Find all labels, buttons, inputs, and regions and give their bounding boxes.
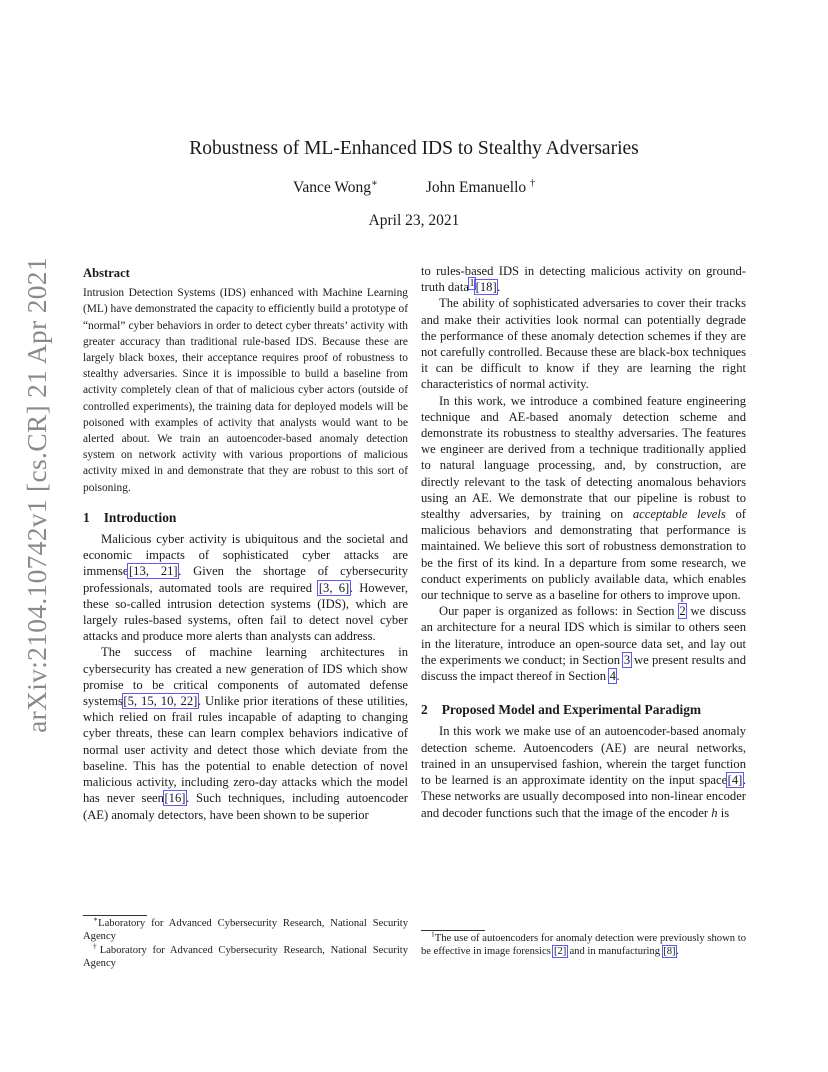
text-run: Our paper is organized as follows: in Section xyxy=(439,604,679,619)
intro-paragraph-2 xyxy=(83,644,408,822)
footnote-mark: 1 xyxy=(431,929,435,939)
footnote-text: and in manufacturing xyxy=(566,946,663,957)
text-run: In this work, we introduce a combined feature engineering technique and AE-based anomaly detection scheme and demonstrate its robustness to stealthy adversaries. The features we engineer are derived from a technique traditionally applied to natural language processing, and, by construction, are directly relevant to the task of detecting anomalous behaviors using an AE. We demonstrate that our pipeline is robust to stealthy adversaries, by training on xyxy=(421,393,746,522)
arxiv-identifier xyxy=(14,257,60,733)
text-run: of malicious behaviors and demonstrating that performance is maintained. We believe this sort of robustness demonstration to be the first of its kind. In a departure from some research, we conduct experiments on publicly available data, which enables our technique to serve as a baseline for others to improve upon. xyxy=(421,507,746,603)
intro-paragraph-1 xyxy=(83,531,408,644)
citation-link[interactable]: [13, 21] xyxy=(128,564,178,579)
math-symbol: h xyxy=(711,805,718,820)
citation-link[interactable]: [4] xyxy=(727,773,743,788)
author-2-mark[interactable]: † xyxy=(530,177,536,189)
left-column xyxy=(83,263,408,823)
right-column xyxy=(421,263,746,821)
text-run: is xyxy=(717,805,730,820)
text-run: In this work we make use of an autoencoder-based anomaly detection scheme. Autoencoders (AE) are neural networks, trained in an unsupervised fashion, wherein the target function to be learned is an approximate identity on the input space xyxy=(421,724,746,788)
intro-paragraph-5 xyxy=(421,603,746,684)
author-line xyxy=(0,179,828,197)
citation-link[interactable]: [18] xyxy=(475,280,497,295)
author-2-name: John Emanuello xyxy=(425,179,527,196)
footnotes-left xyxy=(83,914,409,971)
footnote-text: Laboratory for Advanced Cybersecurity Research, National Security Agency xyxy=(83,945,409,969)
arxiv-identifier-text: arXiv:2104.10742v1 [cs.CR] 21 Apr 2021 xyxy=(21,257,52,733)
footnote-author-1 xyxy=(83,914,408,943)
citation-link[interactable]: [2] xyxy=(553,946,567,957)
text-run: to rules-based IDS in detecting malicious activity on ground-truth data xyxy=(421,264,746,295)
intro-paragraph-3: The ability of sophisticated adversaries to cover their tracks and make their activities look normal can potentially degrade the performance of these anomaly detection schemes if they are not carefully controlled. Because these are black-box techniques it can be difficult to know if they are learning the right characteristics of normal activity. xyxy=(421,296,746,392)
section-link[interactable]: 4 xyxy=(609,669,616,684)
paper-title: Robustness of ML-Enhanced IDS to Stealthy Adversaries xyxy=(189,138,639,159)
author-1-mark[interactable]: ∗ xyxy=(371,177,378,189)
footnote-text: . xyxy=(676,946,679,957)
footnote-text: Laboratory for Advanced Cybersecurity Research, National Security Agency xyxy=(83,918,408,942)
footnote-mark: † xyxy=(93,941,100,951)
footnotes-right xyxy=(421,929,746,959)
text-run: . Given the shortage of cybersecurity professionals, automated tools are required xyxy=(83,564,408,595)
author-2 xyxy=(426,179,535,196)
citation-link[interactable]: [5, 15, 10, 22] xyxy=(123,694,198,709)
section-1-heading xyxy=(83,510,408,526)
text-run: . Unlike prior iterations of these utilities, which relied on frail rules incapable of adapting to changing cyber threats, these can learn complex behaviors indicative of normal user activity and detect those which deviate from the baseline. This has the potential to enable detection of novel malicious activity, including zero-day attacks which the model has never seen xyxy=(83,694,408,806)
section-2-heading xyxy=(421,702,746,718)
author-1-name: Vance Wong xyxy=(292,179,372,196)
citation-link[interactable]: [8] xyxy=(663,946,676,957)
footnote-text: The use of autoencoders for anomaly detection were previously shown to be effective in image forensics xyxy=(421,933,746,957)
abstract-heading: Abstract xyxy=(83,266,130,280)
text-run: The success of machine learning architectures in cybersecurity has created a new generation of IDS which show promise to be critical components of automated defense systems xyxy=(83,645,408,709)
author-1 xyxy=(293,179,378,196)
section-1-title: Introduction xyxy=(103,509,177,525)
text-run: we discuss an architecture for a neural IDS which is similar to others seen in the literature, introduce an open-source data set, and lay out the experiments we conduct; in Section xyxy=(421,604,746,667)
text-run: . Such techniques, including autoencoder (AE) anomaly detectors, have been shown to be superior xyxy=(83,791,408,822)
text-run: . xyxy=(616,669,620,684)
section-2-title: Proposed Model and Experimental Paradigm xyxy=(441,702,702,718)
intro-paragraph-2-continued xyxy=(421,263,746,295)
footnote-1 xyxy=(421,929,746,958)
text-run: . These networks are usually decomposed into non-linear encoder and decoder functions such that the image of the encoder xyxy=(421,773,746,820)
paper-date: April 23, 2021 xyxy=(368,212,460,229)
citation-link[interactable]: [3, 6] xyxy=(318,580,350,595)
section-2-paragraph-1 xyxy=(421,723,746,820)
intro-paragraph-4 xyxy=(421,393,746,604)
text-run: Malicious cyber activity is ubiquitous and the societal and economic impacts of sophisticated cyber attacks are immense xyxy=(83,532,408,579)
section-2-number: 2 xyxy=(421,702,428,718)
abstract-body: Intrusion Detection Systems (IDS) enhanced with Machine Learning (ML) have demonstrated the capacity to efficiently build a prototype of “normal” cyber behaviors in order to detect cyber threats’ activity with greater accuracy than traditional rule-based IDS. Because these are largely black boxes, their acceptance requires proof of robustness to stealthy adversaries. Since it is impossible to build a baseline from activity completely clean of that of malicious cyber actors (outside of controlled experiments), the training data for deployed models will be poisoned with examples of activity that analysts would want to be alerted about. We train an autoencoder-based anomaly detection system on network activity with various proportions of malicious activity mixed in and demonstrate that they are robust to this sort of poisoning. xyxy=(83,287,408,494)
emphasis: acceptable levels xyxy=(632,507,726,522)
text-run: . However, these so-called intrusion detection systems (IDS), which are largely rules-based systems, often fail to detect novel cyber attacks and produce more alerts than analysts can address. xyxy=(83,580,408,644)
footnote-link[interactable]: 1 xyxy=(469,278,475,290)
text-run: we present results and discuss the impact thereof in Section xyxy=(421,652,746,684)
footnote-author-2 xyxy=(83,941,409,970)
section-link[interactable]: 3 xyxy=(623,652,631,667)
text-run: . xyxy=(497,280,501,295)
footnote-mark: ∗ xyxy=(93,914,99,924)
section-link[interactable]: 2 xyxy=(679,604,686,619)
section-1-number: 1 xyxy=(83,509,90,525)
citation-link[interactable]: [16] xyxy=(164,791,186,806)
